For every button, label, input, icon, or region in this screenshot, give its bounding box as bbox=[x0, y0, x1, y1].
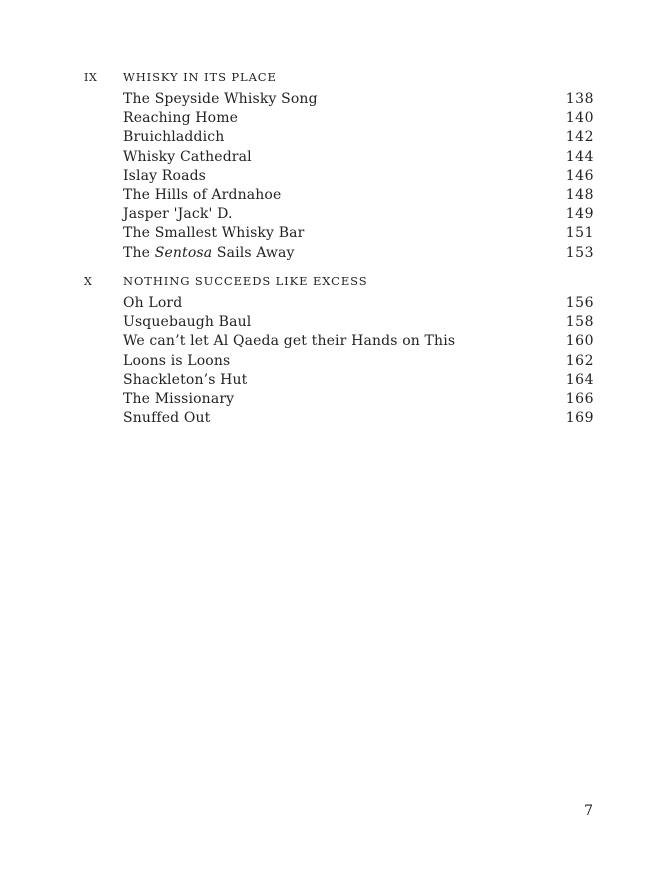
entry-title: Loons is Loons bbox=[123, 352, 231, 369]
toc-entry bbox=[84, 390, 594, 409]
entry-page-number: 160 bbox=[565, 333, 594, 350]
entry-page-number: 164 bbox=[565, 371, 594, 388]
section-numeral: X bbox=[84, 275, 93, 288]
entry-title-suffix: Sails Away bbox=[212, 244, 295, 261]
toc-entry bbox=[84, 313, 594, 332]
toc-entry bbox=[84, 167, 594, 186]
toc-entry bbox=[84, 352, 594, 371]
entry-title-prefix: The bbox=[123, 244, 155, 261]
entry-title: Islay Roads bbox=[123, 167, 207, 184]
section-title: NOTHING SUCCEEDS LIKE EXCESS bbox=[123, 274, 368, 288]
entry-title: Bruichladdich bbox=[123, 129, 225, 146]
toc-entry bbox=[84, 109, 594, 128]
entry-title: Whisky Cathedral bbox=[123, 148, 252, 165]
entry-title: Oh Lord bbox=[123, 295, 183, 311]
entry-title: We can’t let Al Qaeda get their Hands on This bbox=[123, 333, 456, 350]
toc-entry bbox=[84, 371, 594, 390]
toc-entry bbox=[84, 205, 594, 224]
toc-entry bbox=[84, 409, 594, 428]
entry-page-number: 144 bbox=[565, 148, 594, 165]
entry-page-number: 151 bbox=[565, 225, 594, 242]
section-numeral: IX bbox=[84, 71, 98, 84]
section-title: WHISKY IN ITS PLACE bbox=[123, 70, 277, 84]
entry-page-number: 142 bbox=[565, 129, 594, 146]
toc-section-ix bbox=[84, 70, 594, 263]
entry-page-number: 140 bbox=[565, 110, 594, 127]
entry-page-number: 148 bbox=[565, 186, 594, 203]
entry-title: Shackleton’s Hut bbox=[123, 371, 248, 388]
entry-title: Reaching Home bbox=[123, 110, 239, 127]
entry-list bbox=[84, 294, 594, 428]
entry-page-number: 146 bbox=[565, 167, 594, 184]
entry-page-number: 166 bbox=[565, 390, 594, 407]
entry-title: The Hills of Ardnahoe bbox=[123, 186, 282, 203]
entry-title: Snuffed Out bbox=[123, 410, 211, 427]
entry-page-number: 162 bbox=[565, 352, 594, 369]
toc-entry bbox=[84, 294, 594, 313]
entry-page-number: 149 bbox=[565, 206, 594, 223]
entry-title: The Speyside Whisky Song bbox=[123, 91, 318, 107]
toc-entry bbox=[84, 244, 594, 263]
entry-page-number: 169 bbox=[565, 410, 594, 427]
entry-page-number: 153 bbox=[565, 244, 594, 261]
entry-title bbox=[123, 244, 295, 263]
entry-page-number: 138 bbox=[565, 91, 594, 107]
entry-title: Jasper 'Jack' D. bbox=[123, 206, 233, 223]
page-number: 7 bbox=[584, 803, 593, 819]
toc-entry bbox=[84, 186, 594, 205]
section-header bbox=[84, 70, 594, 90]
entry-title: The Smallest Whisky Bar bbox=[123, 225, 305, 242]
entry-title: Usquebaugh Baul bbox=[123, 314, 252, 331]
entry-list bbox=[84, 90, 594, 263]
entry-page-number: 158 bbox=[565, 314, 594, 331]
toc-entry bbox=[84, 128, 594, 147]
toc-entry bbox=[84, 90, 594, 109]
entry-page-number: 156 bbox=[565, 295, 594, 311]
entry-title-italic: Sentosa bbox=[154, 244, 213, 261]
section-header bbox=[84, 274, 594, 294]
toc-section-x bbox=[84, 274, 594, 428]
toc-entry bbox=[84, 148, 594, 167]
toc-entry bbox=[84, 224, 594, 243]
entry-title: The Missionary bbox=[123, 390, 235, 407]
toc-entry bbox=[84, 332, 594, 351]
